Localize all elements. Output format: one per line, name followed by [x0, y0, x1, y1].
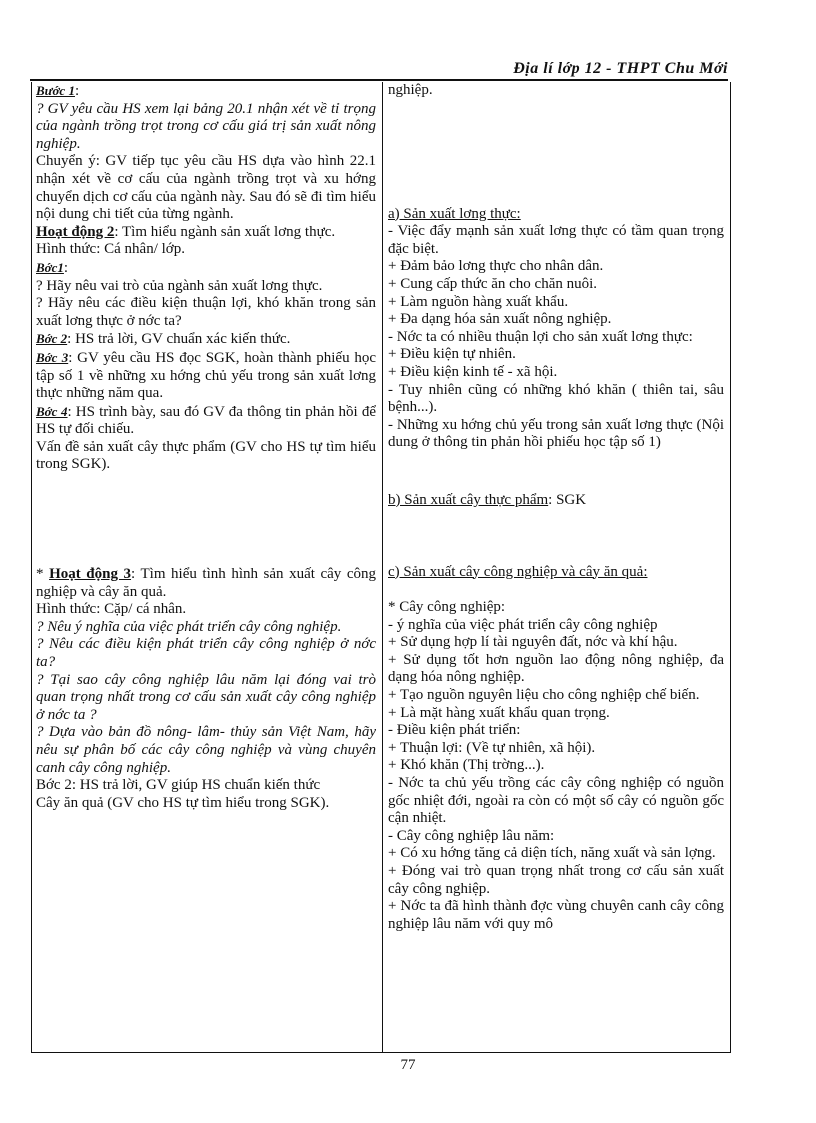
- content-line: + Có xu hớng tăng cả diện tích, năng xuất và sản lợng.: [388, 845, 716, 862]
- teacher-student-activities-column: [36, 82, 376, 812]
- question-perennial-role: ? Tại sao cây công nghiệp lâu năm lại đóng vai trò quan trọng nhất trong cơ cấu sản xuất cây công nghiệp ở nớc ta ?: [36, 671, 376, 723]
- step-3-line: [36, 349, 376, 403]
- transition-note: Chuyển ý: GV tiếp tục yêu cầu HS dựa vào hình 22.1 nhận xét về cơ cấu của ngành trồng trọt và xu hớng chuyển dịch cơ cấu của ngành này. Sau đó sẽ đi tìm hiểu nội dung chi tiết của từng ngành.: [36, 153, 376, 223]
- carryover-text: nghiệp.: [388, 82, 433, 98]
- step-text: :: [74, 83, 80, 99]
- content-line: + Là mặt hàng xuất khẩu quan trọng.: [388, 704, 610, 721]
- content-line: + Khó khăn (Thị trờng...).: [388, 757, 545, 774]
- step-label: Bớc 2: [36, 331, 68, 347]
- lesson-table: [31, 82, 731, 1053]
- content-line: + Đóng vai trò quan trọng nhất trong cơ cấu sản xuất cây công nghiệp.: [388, 863, 724, 897]
- content-line: + Sử dụng tốt hơn nguồn lao động nông nghiệp, đa dạng hóa nông nghiệp.: [388, 651, 724, 686]
- bullet-star: *: [36, 566, 50, 583]
- form-pair-individual: Hình thức: Cặp/ cá nhân.: [36, 601, 187, 618]
- content-line: + Điều kiện tự nhiên.: [388, 346, 516, 363]
- activity-text: : Tìm hiểu ngành sản xuất lơng thực.: [114, 223, 336, 240]
- section-a-heading: a) Sản xuất lơng thực:: [388, 205, 521, 222]
- page-header: Địa lí lớp 12 - THPT Chu Mới: [513, 60, 728, 77]
- step-label: Bớc 3: [36, 349, 69, 365]
- content-line: - Cây công nghiệp lâu năm:: [388, 827, 555, 844]
- spacer: [388, 188, 724, 206]
- content-line: + Đa dạng hóa sản xuất nông nghiệp.: [388, 311, 612, 328]
- activity-2-heading: [36, 224, 376, 242]
- form-individual-class: Hình thức: Cá nhân/ lớp.: [36, 241, 185, 258]
- content-line: - Nớc ta chủ yếu trồng các cây công nghiệp có nguồn gốc nhiệt đới, ngoài ra còn có một số cây có nguồn gốc cận nhiệt.: [388, 775, 724, 827]
- step-label: Bước 1: [36, 83, 75, 98]
- spacer: [36, 474, 376, 566]
- page-number: 77: [400, 1057, 416, 1073]
- section-b-heading: [388, 492, 724, 510]
- content-line: + Tạo nguồn nguyên liệu cho công nghiệp chế biến.: [388, 687, 700, 704]
- section-label: b) Sản xuất cây thực phẩm: [388, 491, 549, 508]
- step-label: Bớc 4: [36, 403, 68, 419]
- section-c-heading: c) Sản xuất cây công nghiệp và cây ăn quả:: [388, 563, 648, 580]
- activity-label: Hoạt động 2: [36, 223, 115, 240]
- content-line: - ý nghĩa của việc phát triển cây công nghiệp: [388, 616, 658, 633]
- step-text: : GV yêu cầu HS đọc SGK, hoàn thành phiếu học tập số 1 về những xu hớng chủ yếu trong sản xuất lơng thực những năm qua.: [36, 349, 377, 402]
- spacer: [388, 100, 724, 188]
- question-role-food: ? Hãy nêu vai trò của ngành sản xuất lơng thực.: [36, 277, 323, 294]
- step-2-answer: Bớc 2: HS trả lời, GV giúp HS chuẩn kiến thức: [36, 777, 321, 794]
- content-line: + Nớc ta đã hình thành đợc vùng chuyên canh cây công nghiệp lâu năm với quy mô: [388, 898, 724, 932]
- step-text: : HS trình bày, sau đó GV đa thông tin phản hồi để HS tự đối chiếu.: [36, 403, 376, 438]
- step-text: : HS trả lời, GV chuẩn xác kiến thức.: [67, 331, 291, 348]
- step-4-line: [36, 403, 376, 439]
- column-divider: [382, 82, 383, 1052]
- step-1-line: [36, 82, 376, 101]
- section-text: : SGK: [548, 491, 587, 508]
- spacer: [388, 510, 724, 564]
- activity-label: Hoạt động 3: [49, 566, 132, 583]
- knowledge-content-column: [388, 82, 724, 933]
- content-line: + Điều kiện kinh tế - xã hội.: [388, 363, 558, 380]
- content-line: - Những xu hớng chủ yếu trong sản xuất lơng thực (Nội dung ở thông tin phản hồi phiếu học tập số 1): [388, 416, 724, 451]
- spacer: [388, 581, 724, 599]
- content-line: * Cây công nghiệp:: [388, 599, 506, 616]
- step-label: Bớc1: [36, 259, 64, 275]
- content-line: - Nớc ta có nhiều thuận lợi cho sản xuất lơng thực:: [388, 328, 693, 345]
- step-2-line: [36, 330, 376, 349]
- step-1-line-b: [36, 259, 376, 278]
- content-line: + Thuận lợi: (Về tự nhiên, xã hội).: [388, 739, 596, 756]
- header-rule: [30, 79, 728, 81]
- content-line: - Việc đẩy mạnh sản xuất lơng thực có tầm quan trọng đặc biệt.: [388, 223, 724, 257]
- content-line: - Tuy nhiên cũng có những khó khăn ( thiên tai, sâu bệnh...).: [388, 381, 724, 416]
- fruit-trees-note: Cây ăn quả (GV cho HS tự tìm hiểu trong SGK).: [36, 794, 330, 811]
- spacer: [388, 452, 724, 492]
- content-line: - Điều kiện phát triển:: [388, 722, 521, 739]
- activity-text: : Tìm hiểu tình hình sản xuất cây công nghiệp và cây ăn quả.: [36, 566, 377, 600]
- step-text: :: [63, 259, 69, 276]
- question-table-20-1: ? GV yêu cầu HS xem lại bảng 20.1 nhận xét về tỉ trọng của ngành trồng trọt trong cơ cấu giá trị sản xuất nông nghiệp.: [36, 100, 376, 152]
- question-meaning-industrial: ? Nêu ý nghĩa của việc phát triển cây công nghiệp.: [36, 618, 342, 635]
- food-crops-note: Vấn đề sản xuất cây thực phẩm (GV cho HS tự tìm hiểu trong SGK).: [36, 438, 376, 473]
- content-line: + Đảm bảo lơng thực cho nhân dân.: [388, 258, 604, 275]
- content-line: + Làm nguồn hàng xuất khẩu.: [388, 293, 569, 310]
- question-conditions-industrial: ? Nêu các điều kiện phát triển cây công nghiệp ở nớc ta?: [36, 636, 376, 671]
- question-conditions-food: ? Hãy nêu các điều kiện thuận lợi, khó khăn trong sản xuất lơng thực ở nớc ta?: [36, 295, 376, 329]
- content-line: + Sử dụng hợp lí tài nguyên đất, nớc và khí hậu.: [388, 634, 678, 651]
- question-map-distribution: ? Dựa vào bản đồ nông- lâm- thủy sản Việt Nam, hãy nêu sự phân bố các cây công nghiệp và vùng chuyên canh cây công nghiệp.: [36, 724, 376, 776]
- activity-3-heading: [36, 566, 376, 601]
- content-line: + Cung cấp thức ăn cho chăn nuôi.: [388, 275, 598, 292]
